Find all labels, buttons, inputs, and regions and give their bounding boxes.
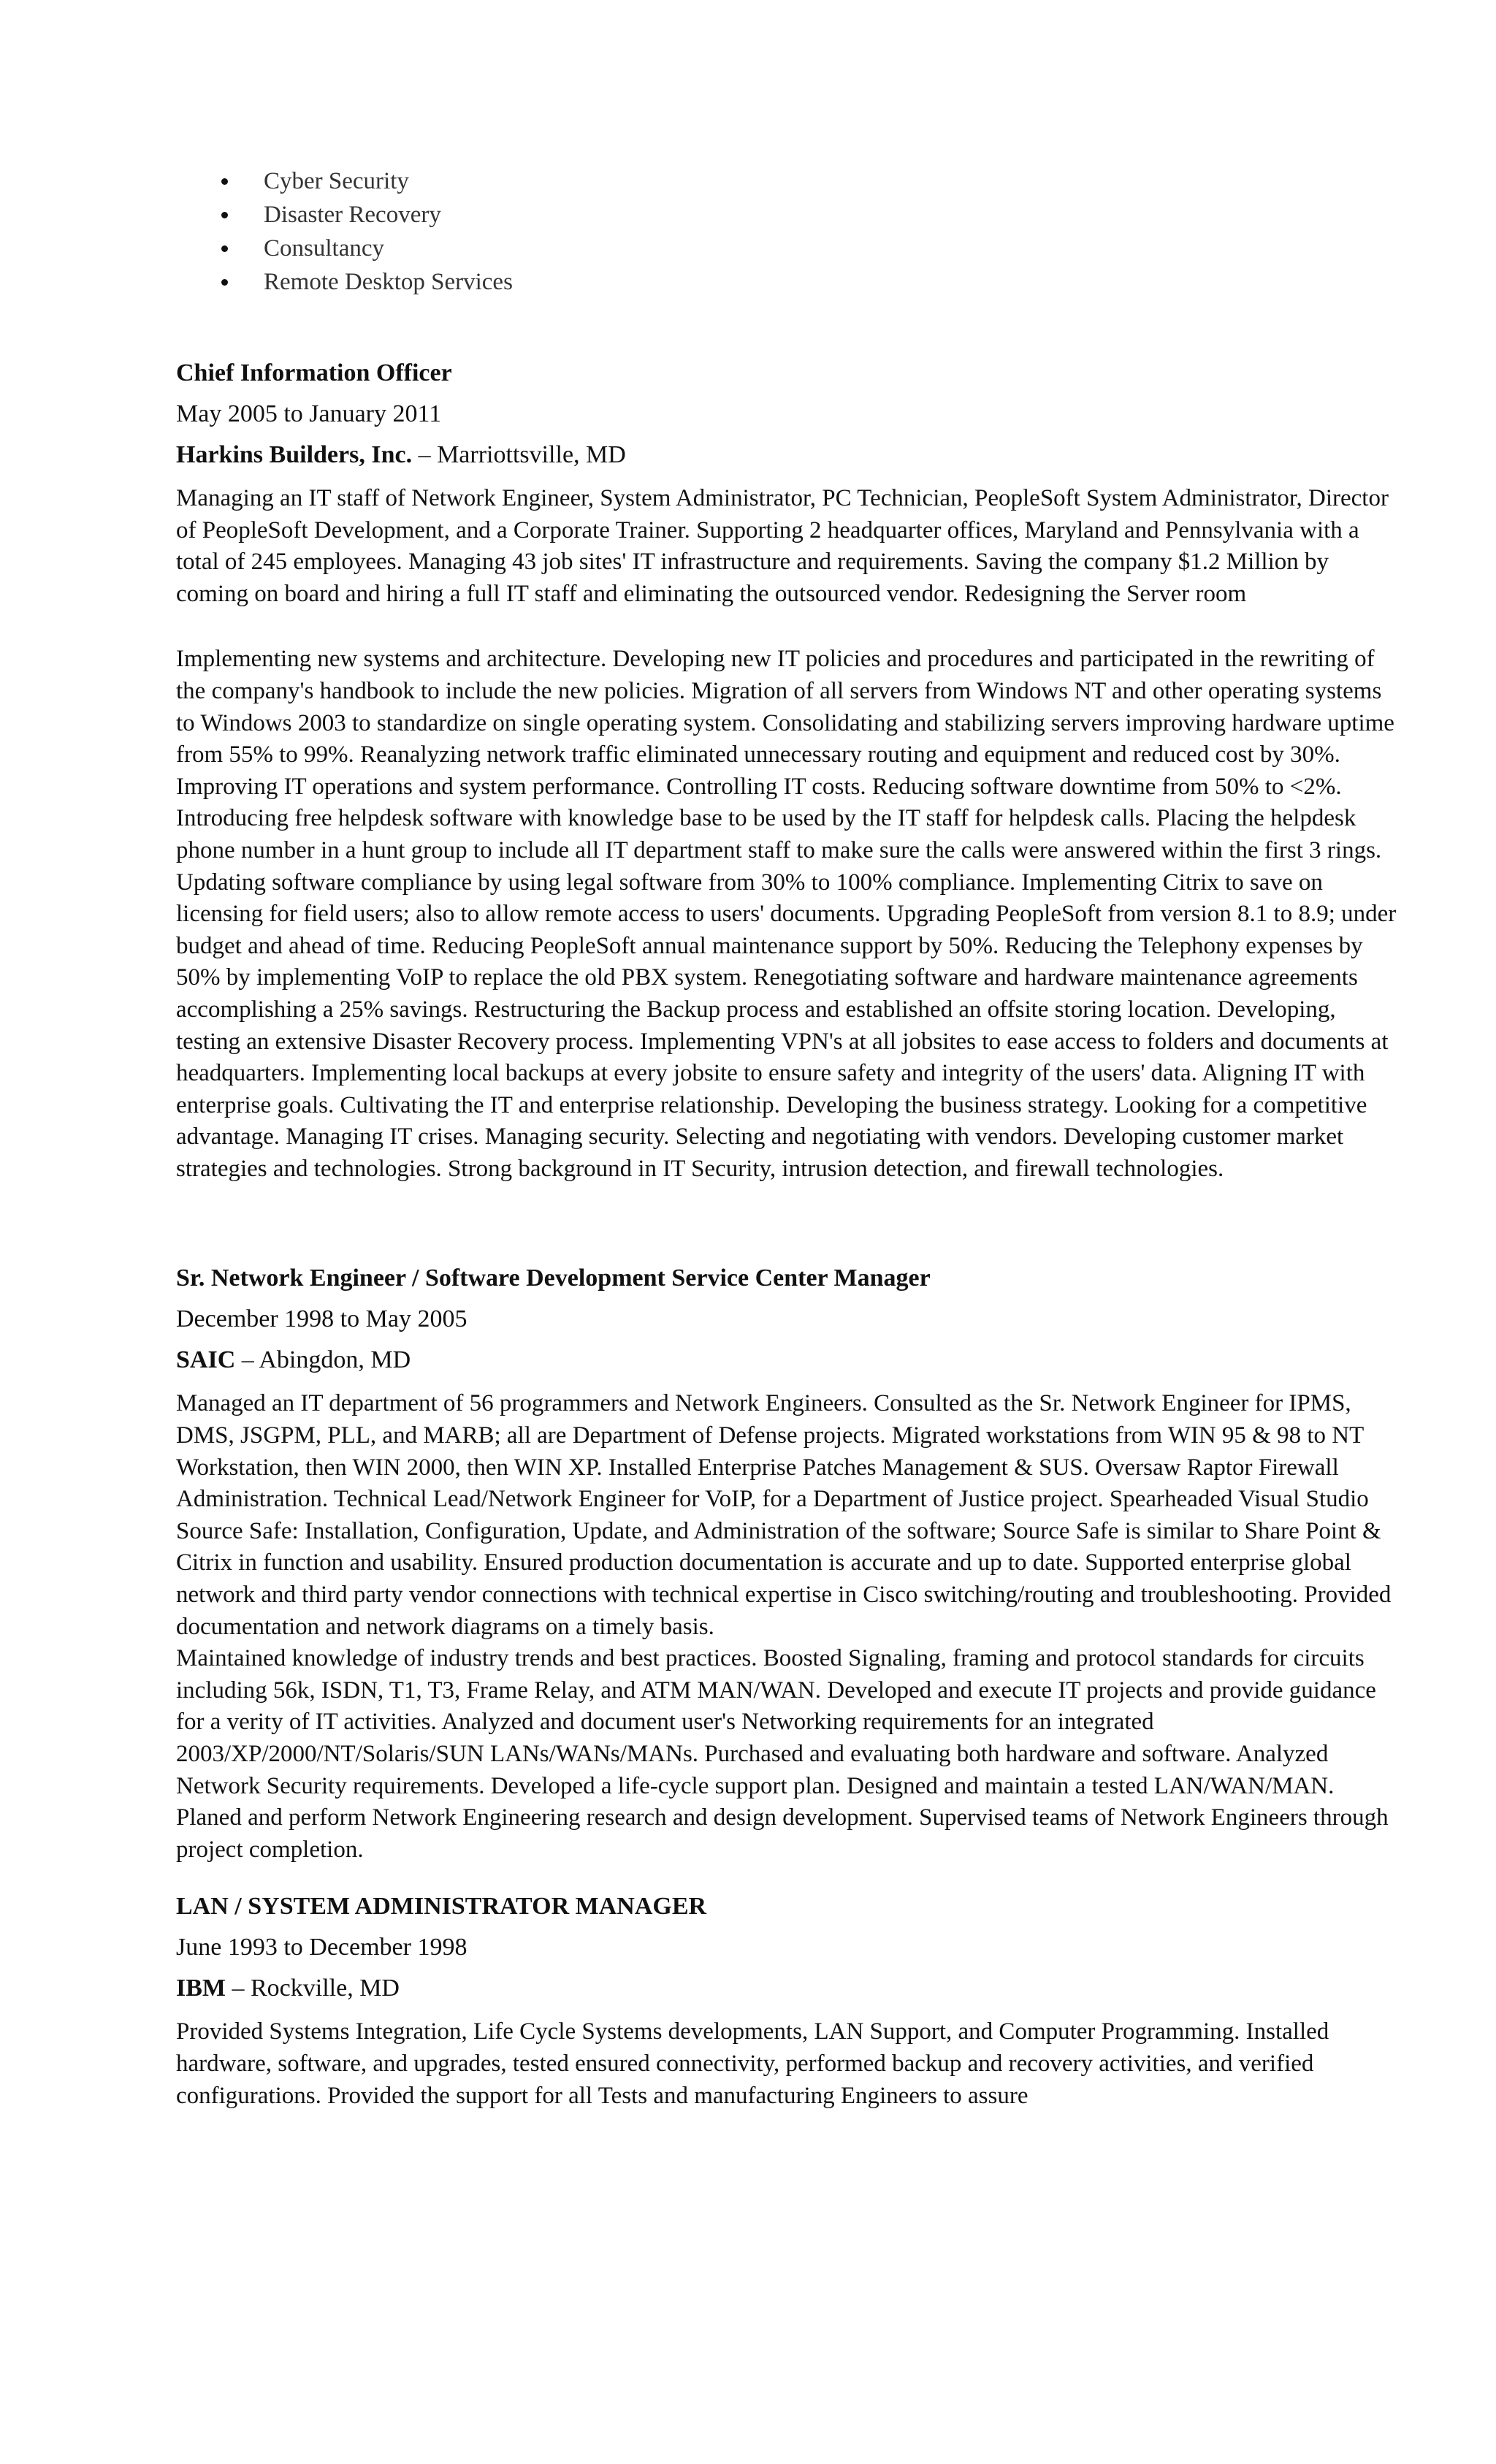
company-name: SAIC: [176, 1346, 236, 1374]
job-company: [176, 1346, 1403, 1375]
list-item: Remote Desktop Services: [176, 265, 1403, 299]
job-dates: May 2005 to January 2011: [176, 400, 442, 427]
bullet-icon: [221, 178, 228, 185]
bullet-icon: [221, 245, 228, 252]
list-item: Disaster Recovery: [176, 198, 1403, 232]
job-section: [176, 1892, 1403, 2112]
job-section: [176, 359, 1403, 1185]
job-description: Implementing new systems and architecture. Developing new IT policies and procedures and participated in the rewriting of the company's handbook to include the new policies. Migration of all servers from Windows NT and other operating systems to Windows 2003 to standardize on single operating system. Consolidating and stabilizing servers improving hardware uptime from 55% to 99%. Reanalyzing network traffic eliminated unnecessary routing and equipment and reduced cost by 30%. Improving IT operations and system performance. Controlling IT costs. Reducing software downtime from 50% to <2%. Introducing free helpdesk software with knowledge base to be used by the IT staff for helpdesk calls. Placing the helpdesk phone number in a hunt group to include all IT department staff to make sure the calls were answered within the first 3 rings. Updating software compliance by using legal software from 30% to 100% compliance. Implementing Citrix to save on licensing for field users; also to allow remote access to users' documents. Upgrading PeopleSoft from version 8.1 to 8.9; under budget and ahead of time. Reducing PeopleSoft annual maintenance support by 50%. Reducing the Telephony expenses by 50% by implementing VoIP to replace the old PBX system. Renegotiating software and hardware maintenance agreements accomplishing a 25% savings. Restructuring the Backup process and established an offsite storing location. Developing, testing an extensive Disaster Recovery process. Implementing VPN's at all jobsites to ease access to folders and documents at headquarters. Implementing local backups at every jobsite to ensure safety and integrity of the users' data. Aligning IT with enterprise goals. Cultivating the IT and enterprise relationship. Developing the business strategy. Looking for a competitive advantage. Managing IT crises. Managing security. Selecting and negotiating with vendors. Developing customer market strategies and technologies. Strong background in IT Security, intrusion detection, and firewall technologies.: [176, 646, 1397, 1182]
list-item: Consultancy: [176, 232, 1403, 265]
job-company: [176, 440, 1403, 470]
company-name: Harkins Builders, Inc.: [176, 441, 413, 468]
job-description: Managing an IT staff of Network Engineer, System Administrator, PC Technician, PeopleSoft System Administrator, Director of PeopleSoft Development, and a Corporate Trainer. Supporting 2 headquarter offices, Maryland and Pennsylvania with a total of 245 employees. Managing 43 job sites' IT infrastructure and requirements. Saving the company $1.2 Million by coming on board and hiring a full IT staff and eliminating the outsourced vendor. Redesigning the Server room: [176, 485, 1389, 607]
job-description: Maintained knowledge of industry trends and best practices. Boosted Signaling, framing and protocol standards for circuits including 56k, ISDN, T1, T3, Frame Relay, and ATM MAN/WAN. Developed and execute IT projects and provide guidance for a verity of IT activities. Analyzed and document user's Networking requirements for an integrated 2003/XP/2000/NT/Solaris/SUN LANs/WANs/MANs. Purchased and evaluating both hardware and software. Analyzed Network Security requirements. Developed a life-cycle support plan. Designed and maintain a tested LAN/WAN/MAN. Planed and perform Network Engineering research and design development. Supervised teams of Network Engineers through project completion.: [176, 1645, 1389, 1863]
company-location: – Marriottsville, MD: [412, 441, 626, 468]
job-title: Chief Information Officer: [176, 359, 452, 386]
company-location: – Abingdon, MD: [235, 1346, 411, 1374]
job-section: [176, 1264, 1403, 1866]
job-title: LAN / SYSTEM ADMINISTRATOR MANAGER: [176, 1893, 707, 1921]
bullet-icon: [221, 212, 228, 218]
job-dates: June 1993 to December 1998: [176, 1934, 468, 1961]
bullet-icon: [221, 279, 228, 286]
company-name: IBM: [176, 1975, 226, 2002]
company-location: – Rockville, MD: [226, 1975, 400, 2002]
job-description: Managed an IT department of 56 programmers and Network Engineers. Consulted as the Sr. Network Engineer for IPMS, DMS, JSGPM, PLL, and MARB; all are Department of Defense projects. Migrated workstations from WIN 95 & 98 to NT Workstation, then WIN 2000, then WIN XP. Installed Enterprise Patches Management & SUS. Oversaw Raptor Firewall Administration. Technical Lead/Network Engineer for VoIP, for a Department of Justice project. Spearheaded Visual Studio Source Safe: Installation, Configuration, Update, and Administration of the software; Source Safe is similar to Share Point & Citrix in function and usability. Ensured production documentation is accurate and up to date. Supported enterprise global network and third party vendor connections with technical expertise in Cisco switching/routing and troubleshooting. Provided documentation and network diagrams on a timely basis.: [176, 1390, 1392, 1640]
job-company: [176, 1974, 1403, 2003]
skills-list: [176, 164, 1403, 299]
list-item: Cyber Security: [176, 164, 1403, 198]
job-title: Sr. Network Engineer / Software Development Service Center Manager: [176, 1265, 931, 1292]
job-dates: December 1998 to May 2005: [176, 1305, 468, 1333]
resume-page: [176, 164, 1403, 2112]
job-description: Provided Systems Integration, Life Cycle Systems developments, LAN Support, and Computer Programming. Installed hardware, software, and upgrades, tested ensured connectivity, performed backup and recovery activities, and verified configurations. Provided the support for all Tests and manufacturing Engineers to assure: [176, 2018, 1329, 2109]
